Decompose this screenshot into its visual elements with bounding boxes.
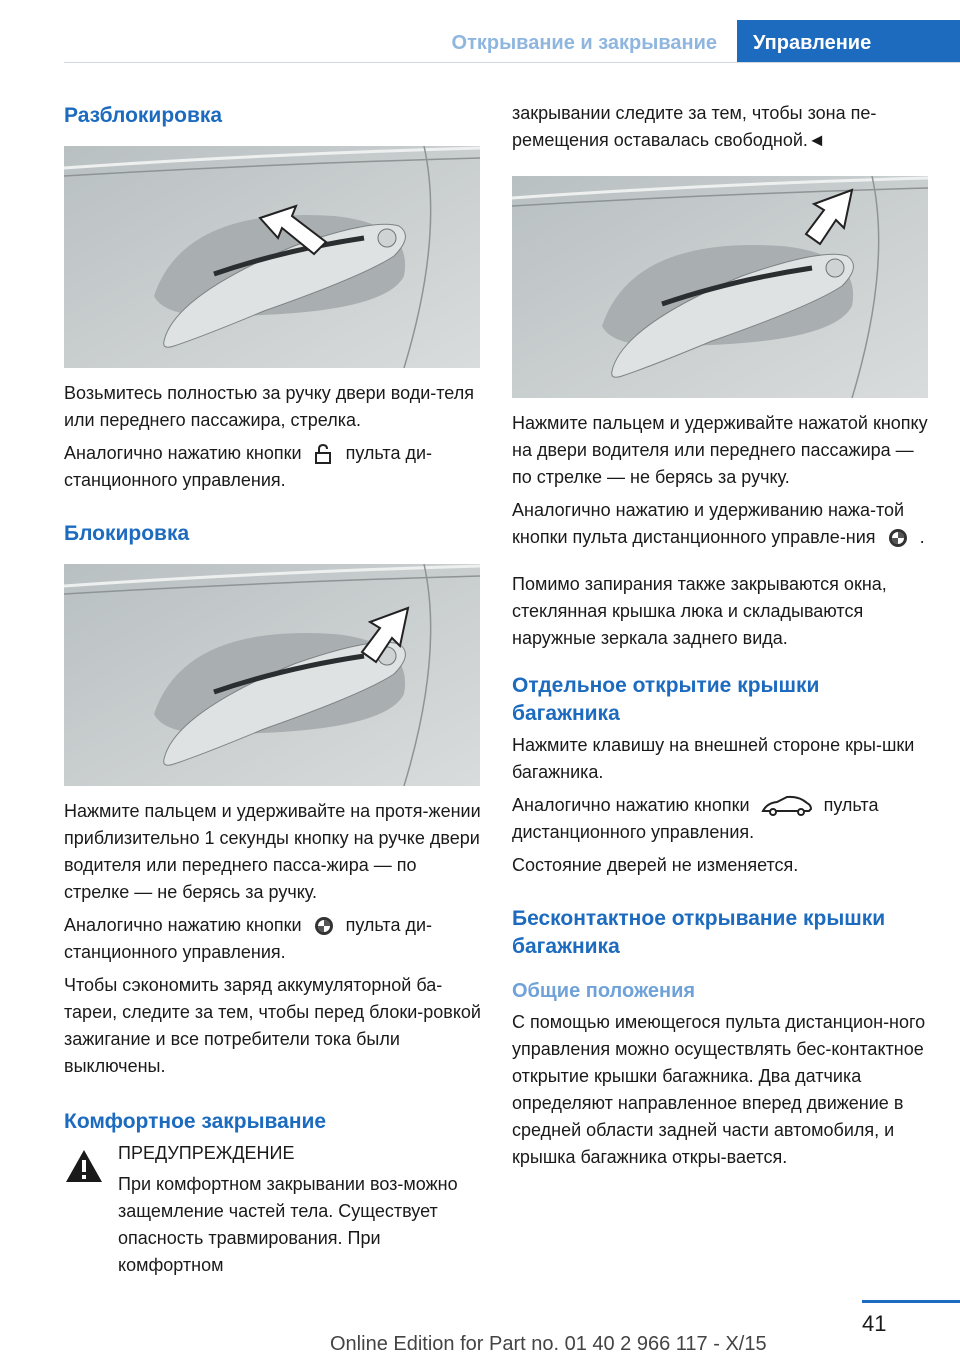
- warning-continuation: закрывании следите за тем, чтобы зона пе‐ремещения оставалась свободной.◄: [512, 103, 877, 150]
- bmw-logo-icon: [313, 915, 335, 937]
- lock-text-2-before: Аналогично нажатию кнопки: [64, 915, 302, 935]
- edition-footer: Online Edition for Part no. 01 40 2 966 117 - X/15: [330, 1333, 767, 1355]
- unlock-text-2-after: пульта ди‐станционного управления.: [64, 443, 433, 490]
- unlock-text-1: Возьмитесь полностью за ручку двери води‐теля или переднего пассажира, стрелка.: [64, 383, 474, 430]
- warning-label: ПРЕДУПРЕЖДЕНИЕ: [118, 1143, 295, 1163]
- contactless-heading: Бесконтактное открывание крышки багажника: [512, 907, 886, 958]
- comfort-heading: Комфортное закрывание: [64, 1110, 327, 1133]
- lock-text-2-after: пульта ди‐станционного управления.: [64, 915, 433, 962]
- door-handle-comfort-image: [512, 176, 928, 398]
- trunk-text-2-after: пульта дистанционного управления.: [512, 795, 879, 842]
- unlock-text-2-before: Аналогично нажатию кнопки: [64, 443, 302, 463]
- trunk-text-2: [512, 792, 930, 846]
- lock-heading: Блокировка: [64, 522, 190, 545]
- warning-text-start: [118, 1171, 482, 1279]
- lock-text-1: Нажмите пальцем и удерживайте на протя‐жении приблизительно 1 секунды кнопку на ручке двери водителя или переднего пасса‐жира — по стрелке — не берясь за ручку.: [64, 801, 481, 902]
- comfort-text-2-before: Аналогично нажатию и удерживанию нажа‐той кнопки пульта дистанционного управле‐ния: [512, 500, 905, 547]
- car-trunk-icon: [761, 795, 813, 817]
- contactless-text-1: С помощью имеющегося пульта дистанцион‐ного управления можно осуществлять бес‐контактное открытие крышки багажника. Два датчика определяют направленное вперед движение в средней области задней части автомобиля, и крышка багажника откры‐вается.: [512, 1012, 926, 1167]
- unlock-text-2: [64, 440, 482, 494]
- door-handle-lock-image: [64, 564, 480, 786]
- footer-accent-line: [862, 1300, 960, 1303]
- general-subheading: Общие положения: [512, 980, 696, 1002]
- comfort-text-2: [512, 497, 930, 551]
- unlock-icon: [313, 443, 335, 465]
- chapter-tab: Управление: [737, 20, 960, 62]
- trunk-heading: Отдельное открытие крышки багажника: [512, 674, 820, 725]
- page-number: 41: [862, 1311, 887, 1336]
- trunk-text-1: Нажмите клавишу на внешней стороне кры‐шки багажника.: [512, 735, 915, 782]
- lock-text-2: [64, 912, 482, 966]
- left-column: [64, 100, 482, 1279]
- warning-text: При комфортном закрывании воз‐можно защемление частей тела. Существует опасность травмирования. При комфортном: [118, 1174, 458, 1275]
- unlock-heading: Разблокировка: [64, 104, 223, 127]
- header-divider: [64, 62, 960, 63]
- comfort-text-2-after: .: [919, 527, 925, 547]
- door-handle-unlock-image: [64, 146, 480, 368]
- bmw-logo-icon: [887, 527, 909, 549]
- trunk-text-2-before: Аналогично нажатию кнопки: [512, 795, 750, 815]
- trunk-text-3: Состояние дверей не изменяется.: [512, 855, 799, 875]
- section-tab: Открывание и закрывание: [440, 20, 735, 62]
- lock-text-3: Чтобы сэкономить заряд аккумуляторной ба‐тареи, следите за тем, чтобы перед блоки‐ровкой зажигание и все потребители тока были выключены.: [64, 975, 481, 1076]
- warning-block: [64, 1140, 482, 1279]
- right-column: [512, 100, 930, 1171]
- warning-triangle-icon: [64, 1148, 104, 1184]
- comfort-text-1: Нажмите пальцем и удерживайте нажатой кнопку на двери водителя или переднего пассажира — по стрелке — не берясь за ручку.: [512, 413, 928, 487]
- comfort-text-3: Помимо запирания также закрываются окна, стеклянная крышка люка и складываются наружные зеркала заднего вида.: [512, 574, 887, 648]
